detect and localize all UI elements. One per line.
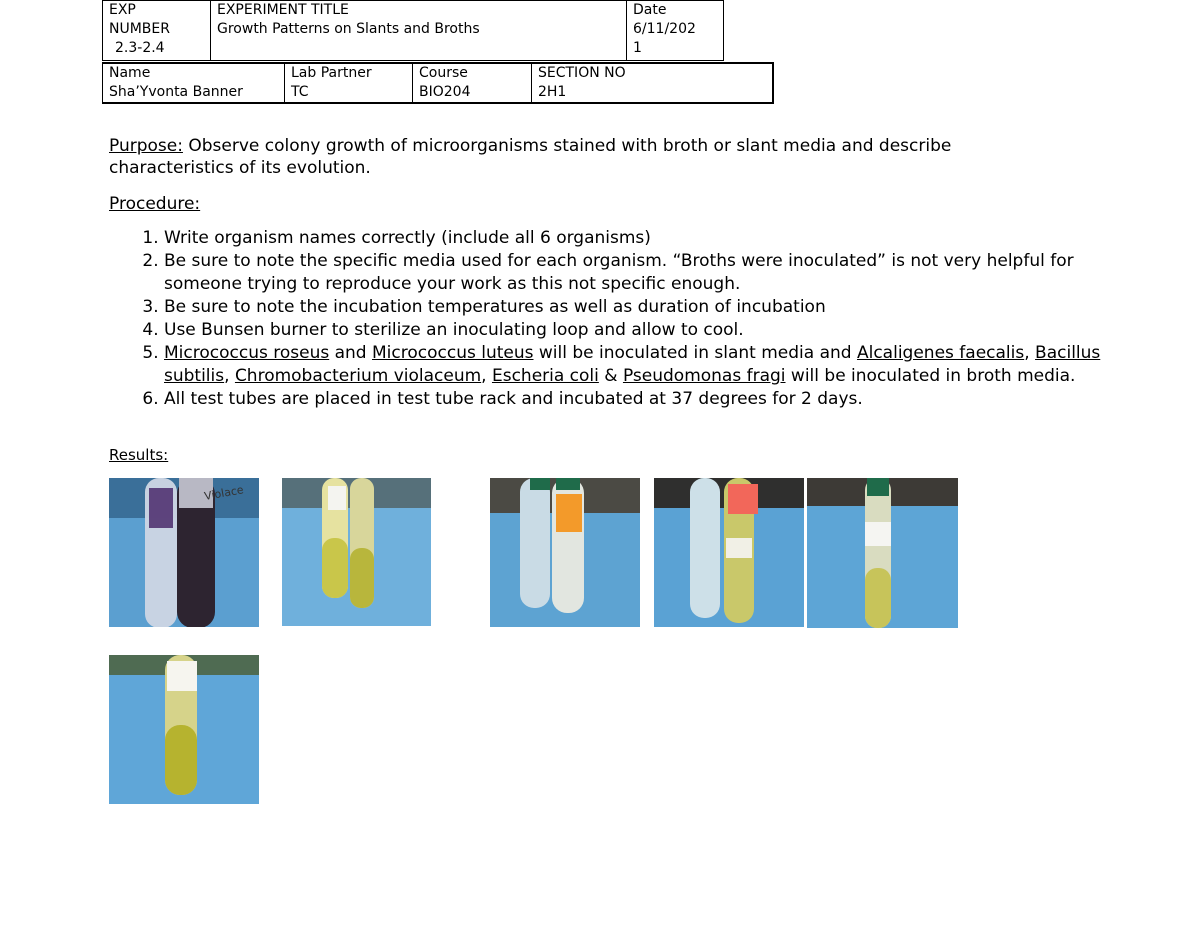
step5-text: will be inoculated in broth media. [785, 366, 1076, 386]
procedure-step-4: 4. Use Bunsen burner to sterilize an inoculating loop and allow to cool. [164, 319, 1144, 342]
date-cell [627, 1, 724, 61]
course-label: Course [419, 65, 468, 81]
procedure-label: Procedure: [109, 194, 201, 214]
lab-partner-label: Lab Partner [291, 65, 372, 81]
exp-number-cell [103, 1, 211, 61]
results-photo-roseus [807, 478, 958, 628]
results-photo-bacillus-broth [654, 478, 804, 627]
section-label: SECTION NO [538, 65, 626, 81]
purpose-paragraph [109, 135, 1069, 179]
experiment-title-value: Growth Patterns on Slants and Broths [217, 21, 480, 37]
name-value: Sha’Yvonta Banner [109, 84, 243, 100]
exp-number-value: 2.3-2.4 [115, 40, 165, 56]
purpose-label: Purpose: [109, 136, 183, 156]
date-value-wrap: 1 [633, 40, 642, 56]
date-value: 6/11/202 [633, 21, 696, 37]
experiment-title-cell [211, 1, 627, 61]
section-value: 2H1 [538, 84, 567, 100]
results-photo-violaceum [109, 478, 259, 627]
results-heading [109, 445, 168, 465]
lab-partner-value: TC [291, 84, 309, 100]
step5-text: , [481, 366, 492, 386]
name-cell [103, 63, 285, 103]
procedure-step-1: 1. Write organism names correctly (include all 6 organisms) [164, 227, 1144, 250]
organism-alcaligenes-faecalis: Alcaligenes faecalis [856, 343, 1025, 363]
experiment-title-label: EXPERIMENT TITLE [217, 2, 349, 18]
organism-chromobacterium-violaceum: Chromobacterium violaceum [234, 366, 482, 386]
results-photo-bacillus-slant [282, 478, 431, 626]
results-photo-pseudomonas-broth [490, 478, 640, 627]
date-label: Date [633, 2, 667, 18]
step5-text: will be inoculated in slant media and [533, 343, 857, 363]
section-cell [532, 63, 774, 103]
procedure-step-3: 3. Be sure to note the incubation temperatures as well as duration of incubation [164, 296, 1144, 319]
name-label: Name [109, 65, 151, 81]
results-label: Results: [109, 446, 169, 464]
tube-label: Violace [203, 483, 245, 503]
organism-escheria-coli: Escheria coli [491, 366, 599, 386]
organism-bacillus-subtilis: Bacillus subtilis [164, 343, 1101, 386]
step5-text: & [598, 366, 623, 386]
procedure-step-2: 2. Be sure to note the specific media used for each organism. “Broths were inoculated” is not very helpful for someone trying to reproduce your work as this not specific enough. [164, 250, 1144, 296]
purpose-text: Observe colony growth of microorganisms stained with broth or slant media and describe characteristics of its evolution. [109, 136, 952, 178]
organism-micrococcus-luteus: Micrococcus luteus [372, 343, 534, 363]
lab-partner-cell [285, 63, 413, 103]
exp-number-label-2: NUMBER [109, 21, 170, 37]
procedure-heading [109, 193, 200, 215]
step5-text: , [1024, 343, 1036, 363]
course-cell [413, 63, 532, 103]
procedure-step-5 [164, 342, 1144, 388]
experiment-header-table [102, 0, 724, 61]
step5-text: and [329, 343, 372, 363]
organism-micrococcus-roseus: Micrococcus roseus [164, 343, 330, 363]
procedure-list [109, 227, 1144, 411]
student-info-table [102, 62, 774, 104]
results-photo-luteus [109, 655, 259, 804]
exp-number-label: EXP [109, 2, 136, 18]
course-value: BIO204 [419, 84, 471, 100]
organism-pseudomonas-fragi: Pseudomonas fragi [622, 366, 786, 386]
step5-text: , [224, 366, 235, 386]
procedure-step-6: 6. All test tubes are placed in test tube rack and incubated at 37 degrees for 2 days. [164, 388, 1144, 411]
